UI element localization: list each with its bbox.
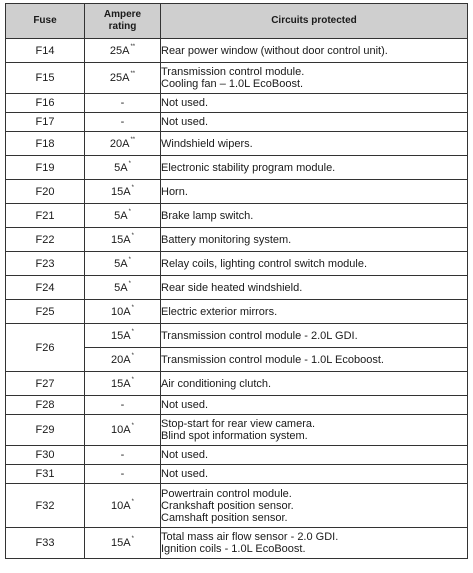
ampere-cell: [85, 180, 161, 204]
fuse-cell: F15: [6, 63, 85, 94]
table-row: [6, 228, 468, 252]
ampere-footnote-mark: *: [131, 184, 134, 191]
table-row: [6, 276, 468, 300]
fuse-cell: F18: [6, 132, 85, 156]
ampere-value: 15A: [111, 329, 131, 342]
circuits-cell: [161, 113, 468, 132]
table-row: [6, 180, 468, 204]
circuit-line: Not used.: [161, 97, 209, 109]
ampere-value: -: [120, 97, 125, 109]
circuits-cell: [161, 276, 468, 300]
circuit-line: Transmission control module - 1.0L Ecoboost.: [161, 353, 384, 366]
ampere-footnote-mark: *: [131, 376, 134, 383]
ampere-footnote-mark: *: [131, 423, 134, 429]
header-ampere-line1: Ampere: [103, 9, 142, 20]
fuse-cell: F14: [6, 39, 85, 63]
fuse-cell: F24: [6, 276, 85, 300]
ampere-value: -: [120, 399, 125, 411]
ampere-footnote-mark: *: [131, 498, 134, 505]
table-row: [6, 415, 468, 446]
ampere-cell: [85, 415, 161, 446]
circuits-cell: [161, 132, 468, 156]
ampere-value: 20A: [111, 353, 131, 366]
table-row: [6, 465, 468, 484]
circuit-line: Camshaft position sensor.: [161, 511, 288, 524]
fuse-table-body: [6, 39, 468, 559]
ampere-footnote-mark: *: [128, 256, 131, 263]
circuits-cell: [161, 324, 468, 348]
circuit-line: Blind spot information system.: [161, 430, 308, 442]
circuit-line: Brake lamp switch.: [161, 209, 254, 222]
table-row: [6, 372, 468, 396]
circuit-line: Electronic stability program module.: [161, 161, 336, 174]
ampere-footnote-mark: *: [128, 280, 131, 287]
ampere-cell: [85, 228, 161, 252]
circuit-line: Relay coils, lighting control switch module.: [161, 257, 368, 270]
table-row: [6, 94, 468, 113]
ampere-cell: [85, 252, 161, 276]
circuits-cell: [161, 446, 468, 465]
fuse-cell: F17: [6, 113, 85, 132]
ampere-value: -: [120, 449, 125, 461]
circuit-line: Not used.: [161, 399, 209, 411]
circuits-cell: [161, 228, 468, 252]
circuits-cell: [161, 63, 468, 94]
circuit-line: Electric exterior mirrors.: [161, 305, 278, 318]
circuits-cell: [161, 415, 468, 446]
ampere-footnote-mark: **: [130, 136, 136, 143]
table-row: [6, 39, 468, 63]
ampere-cell: [85, 446, 161, 465]
circuit-line: Air conditioning clutch.: [161, 377, 272, 390]
circuit-line: Ignition coils - 1.0L EcoBoost.: [161, 543, 306, 555]
circuits-cell: [161, 484, 468, 528]
ampere-value: -: [120, 468, 125, 480]
fuse-cell: F22: [6, 228, 85, 252]
table-row: [6, 528, 468, 559]
table-row: [6, 113, 468, 132]
table-row: [6, 204, 468, 228]
ampere-footnote-mark: *: [131, 536, 134, 542]
fuse-cell: F31: [6, 465, 85, 484]
table-row: [6, 484, 468, 528]
circuits-cell: [161, 94, 468, 113]
circuit-line: Rear side heated windshield.: [161, 281, 303, 294]
circuit-line: Transmission control module.: [161, 66, 305, 78]
ampere-cell: [85, 372, 161, 396]
ampere-value: 10A: [111, 424, 131, 436]
fuse-cell: F19: [6, 156, 85, 180]
circuit-line: Powertrain control module.: [161, 487, 292, 500]
ampere-cell: [85, 94, 161, 113]
table-row: [6, 63, 468, 94]
circuits-cell: [161, 39, 468, 63]
ampere-footnote-mark: *: [131, 304, 134, 311]
circuit-line: Crankshaft position sensor.: [161, 499, 294, 512]
table-row: [6, 300, 468, 324]
ampere-value: 10A: [111, 305, 131, 318]
ampere-value: 15A: [111, 377, 131, 390]
circuits-cell: [161, 396, 468, 415]
ampere-footnote-mark: *: [131, 328, 134, 335]
table-row: [6, 324, 468, 348]
circuit-line: Not used.: [161, 449, 209, 461]
circuits-cell: [161, 252, 468, 276]
circuit-line: Not used.: [161, 116, 209, 128]
header-ampere-rating: [85, 4, 161, 39]
circuits-cell: [161, 348, 468, 372]
table-header-row: [6, 4, 468, 39]
ampere-cell: [85, 39, 161, 63]
fuse-cell: F23: [6, 252, 85, 276]
table-row: [6, 396, 468, 415]
ampere-cell: [85, 204, 161, 228]
circuit-line: Horn.: [161, 185, 188, 198]
ampere-footnote-mark: **: [130, 71, 136, 77]
circuit-line: Transmission control module - 2.0L GDI.: [161, 329, 358, 342]
ampere-value: -: [120, 116, 125, 128]
circuits-cell: [161, 528, 468, 559]
fuse-cell: F27: [6, 372, 85, 396]
ampere-cell: [85, 156, 161, 180]
circuit-line: Stop-start for rear view camera.: [161, 418, 316, 430]
circuit-line: Windshield wipers.: [161, 137, 253, 150]
ampere-value: 15A: [111, 233, 131, 246]
ampere-value: 5A: [114, 257, 128, 270]
ampere-value: 25A: [109, 72, 130, 84]
ampere-cell: [85, 396, 161, 415]
header-circuits-protected: Circuits protected: [161, 4, 468, 39]
ampere-cell: [85, 113, 161, 132]
circuit-line: Total mass air flow sensor - 2.0 GDI.: [161, 531, 339, 543]
ampere-value: 5A: [114, 209, 128, 222]
fuse-cell: F25: [6, 300, 85, 324]
ampere-footnote-mark: **: [130, 43, 136, 50]
circuits-cell: [161, 372, 468, 396]
fuse-cell: F28: [6, 396, 85, 415]
fuse-cell: F33: [6, 528, 85, 559]
circuits-cell: [161, 465, 468, 484]
ampere-cell: [85, 484, 161, 528]
header-fuse: Fuse: [6, 4, 85, 39]
circuits-cell: [161, 300, 468, 324]
ampere-cell: [85, 300, 161, 324]
ampere-footnote-mark: *: [128, 160, 131, 167]
circuit-line: Battery monitoring system.: [161, 233, 292, 246]
ampere-footnote-mark: *: [131, 352, 134, 359]
ampere-cell: [85, 528, 161, 559]
ampere-cell: [85, 276, 161, 300]
fuse-cell: F16: [6, 94, 85, 113]
circuits-cell: [161, 204, 468, 228]
table-row: [6, 446, 468, 465]
circuit-line: Rear power window (without door control unit).: [161, 44, 388, 57]
ampere-value: 20A: [109, 137, 130, 150]
ampere-cell: [85, 132, 161, 156]
fuse-cell: F20: [6, 180, 85, 204]
ampere-cell: [85, 63, 161, 94]
fuse-cell: F26: [6, 324, 85, 372]
circuit-line: Not used.: [161, 468, 209, 480]
ampere-cell: [85, 348, 161, 372]
ampere-value: 5A: [114, 281, 128, 294]
ampere-value: 5A: [114, 161, 128, 174]
circuit-line: Cooling fan – 1.0L EcoBoost.: [161, 78, 304, 90]
fuse-cell: F30: [6, 446, 85, 465]
table-row: [6, 252, 468, 276]
ampere-value: 15A: [111, 537, 131, 549]
fuse-cell: F29: [6, 415, 85, 446]
table-row: [6, 132, 468, 156]
header-ampere-line2: rating: [108, 21, 137, 32]
ampere-value: 10A: [111, 499, 131, 512]
fuse-cell: F32: [6, 484, 85, 528]
ampere-cell: [85, 465, 161, 484]
circuits-cell: [161, 180, 468, 204]
ampere-value: 25A: [109, 44, 130, 57]
ampere-value: 15A: [111, 185, 131, 198]
circuits-cell: [161, 156, 468, 180]
ampere-footnote-mark: *: [128, 208, 131, 215]
ampere-footnote-mark: *: [131, 232, 134, 239]
fuse-table: [5, 3, 468, 559]
fuse-cell: F21: [6, 204, 85, 228]
ampere-cell: [85, 324, 161, 348]
table-row: [6, 156, 468, 180]
